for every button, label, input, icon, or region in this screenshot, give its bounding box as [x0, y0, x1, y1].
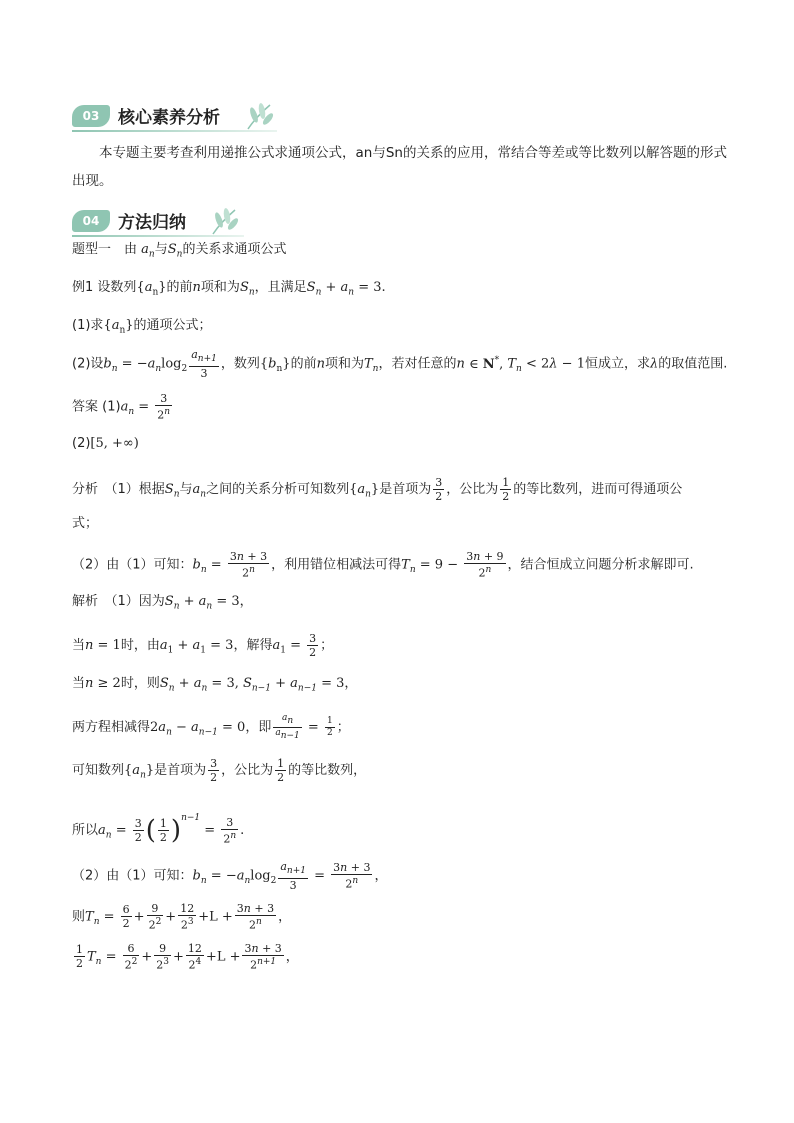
solution-line-2: 当n = 1时，由$a_1 + a_1 = 3$，解得$a_1$ = $\frac{3}{2}$ ； [72, 632, 334, 659]
section-04-header [72, 206, 252, 236]
solution-2-line-1: （2）由（1）可知：$b_n = -a_n\log_2$ $\frac{a_{n+1}}{3}$ = $\frac{3n + 3}{2^n}$ ， [72, 860, 388, 893]
solution-2-line-3: $\frac{1}{2}$ $T_n$ = $\frac{6}{2^2}$ + $\frac{9}{2^3}$ + $\frac{12}{2^4}$ +L + $\frac{3n + 3}{2^{n+1}}$ ， [76, 942, 299, 972]
analysis-2: （2）由（1）可知：$b_n$ = $\frac{3n + 3}{2^n}$ ，利用错位相减法可得$T_n = 9$ − $\frac{3n + 9}{2^n}$ ，结合恒成立问题分析求解即可. [72, 550, 694, 580]
analysis-1: 分析 （1）根据$S_n$与$a_n$之间的关系分析可知数列$\{a_n\}$是首项为 $\frac{3}{2}$ ，公比为 $\frac{1}{2}$ 的等比数列，进而可得通项公 [72, 476, 683, 503]
section-03-paragraph: 本专题主要考查利用递推公式求通项公式，an与Sn的关系的应用，常结合等差或等比数列以解答题的形式出现。 [72, 145, 727, 189]
section-03-badge: 03 [72, 105, 110, 127]
leaf-decoration-icon [242, 99, 278, 133]
section-03-title: 核心素养分析 [118, 108, 220, 128]
question-2: (2)设$b_n = -a_n\log_2$ $\frac{a_{n+1}}{3}$ ，数列$\{b_n\}$的前n项和为$T_n$，若对任意的n ∈ N*, $T_n < 2\lambda - 1$恒成立，求λ的取值范围. [72, 348, 728, 381]
solution-2-line-2: 则$T_n$ = $\frac{6}{2}$ + $\frac{9}{2^2}$ + $\frac{12}{2^3}$ +L + $\frac{3n + 3}{2^n}$ ， [72, 902, 292, 932]
analysis-1-wrap: 式； [72, 516, 99, 531]
section-04-title: 方法归纳 [118, 213, 186, 233]
answer-2: (2)[5, +∞) [72, 436, 139, 451]
question-1: (1)求$\{a_n\}$的通项公式； [72, 318, 212, 336]
leaf-decoration-icon [207, 204, 243, 238]
solution-line-4: 两方程相减得$2a_n - a_{n-1} = 0$，即 $\frac{a_n}{a_{n-1}}$ = $\frac{1}{2}$ ； [72, 713, 350, 741]
answer-1: 答案 $(1)a_n$ = $\frac{3}{2^n}$ [72, 392, 171, 422]
section-03-header [72, 101, 282, 131]
solution-line-3: 当n ≥ 2时，则$S_n + a_n = 3$, $S_{n-1} + a_{n-1} = 3$， [72, 676, 358, 694]
solution-1: 解析 （1）因为$S_n + a_n = 3$， [72, 594, 253, 612]
solution-line-6: 所以$a_n$ = $\frac{3}{2}$ ( $\frac{1}{2}$ )$^{n-1}$ = $\frac{3}{2^n}$ . [72, 813, 245, 846]
solution-line-5: 可知数列$\{a_n\}$是首项为 $\frac{3}{2}$ ，公比为 $\frac{1}{2}$ 的等比数列， [72, 757, 367, 784]
section-04-badge: 04 [72, 210, 110, 232]
example-1-statement: 例1 设数列$\{a_n\}$的前n项和为$S_n$，且满足$S_n + a_n = 3$. [72, 280, 386, 298]
type-heading: 题型一 由 $a_n$与$S_n$的关系求通项公式 [72, 242, 287, 260]
